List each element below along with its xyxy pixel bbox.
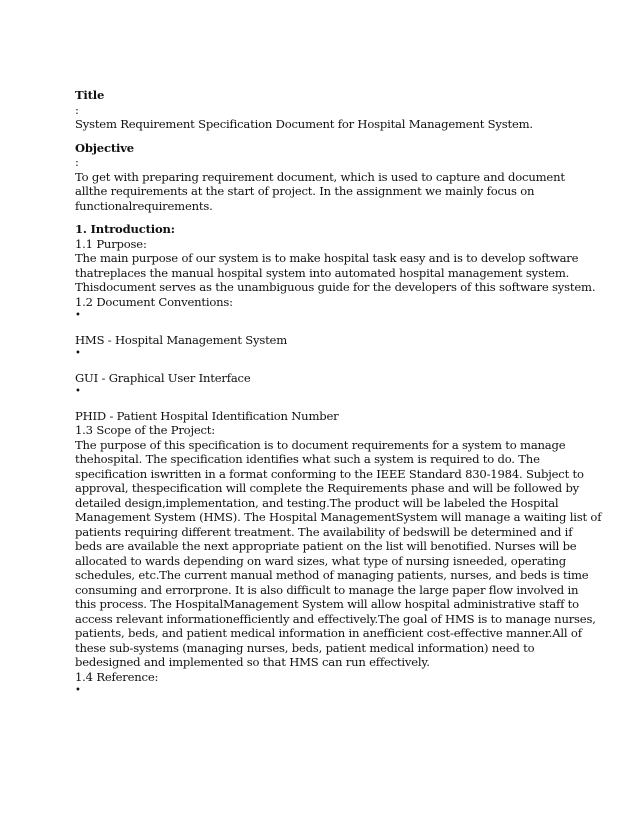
spacer bbox=[75, 400, 575, 409]
spacer bbox=[75, 213, 575, 222]
purpose-line: Thisdocument serves as the unambiguous guide for the developers of this software system. bbox=[75, 280, 596, 294]
scope-line: allocated to wards depending on ward sizes, what type of nursing isneeded, operating bbox=[75, 553, 566, 568]
title-colon: : bbox=[75, 102, 79, 117]
convention-item: GUI - Graphical User Interface bbox=[75, 370, 251, 385]
scope-line: detailed design,implementation, and testing.The product will be labeled the Hospital bbox=[75, 495, 559, 510]
scope-line: patients, beds, and patient medical information in anefficient cost-effective manner.All of bbox=[75, 626, 582, 640]
scope-line: specification iswritten in a format conforming to the IEEE Standard 830-1984. Subject to bbox=[75, 466, 584, 481]
convention-item: HMS - Hospital Management System bbox=[75, 332, 288, 347]
bullet-icon: • bbox=[75, 310, 81, 321]
scope-line: approval, thespecification will complete the Requirements phase and will be followed by bbox=[75, 481, 580, 495]
objective-heading: Objective bbox=[75, 140, 134, 155]
scope-line: this process. The HospitalManagement System will allow hospital administrative staff to bbox=[75, 597, 579, 611]
scope-line: schedules, etc.The current manual method of managing patients, nurses, and beds is time bbox=[75, 568, 589, 582]
scope-line: these sub-systems (managing nurses, beds, patient medical information) need to bbox=[75, 640, 535, 655]
document-page bbox=[75, 88, 602, 699]
conventions-heading: 1.2 Document Conventions: bbox=[75, 294, 233, 309]
objective-line: To get with preparing requirement document, which is used to capture and document bbox=[75, 169, 565, 184]
title-text: System Requirement Specification Document for Hospital Management System. bbox=[75, 117, 533, 131]
reference-heading: 1.4 Reference: bbox=[75, 669, 159, 684]
bullet-icon: • bbox=[75, 348, 81, 359]
purpose-line: thatreplaces the manual hospital system into automated hospital management system. bbox=[75, 265, 570, 280]
scope-line: thehospital. The specification identifies what such a system is required to do. The bbox=[75, 452, 540, 466]
scope-line: The purpose of this specification is to document requirements for a system to manage bbox=[75, 437, 566, 452]
bullet-icon: • bbox=[75, 386, 81, 397]
objective-line: allthe requirements at the start of project. In the assignment we mainly focus on bbox=[75, 184, 535, 198]
convention-item: PHID - Patient Hospital Identification Number bbox=[75, 408, 339, 423]
purpose-line: The main purpose of our system is to make hospital task easy and is to develop software bbox=[75, 251, 579, 265]
scope-line: Management System (HMS). The Hospital ManagementSystem will manage a waiting list of bbox=[75, 510, 602, 524]
scope-heading: 1.3 Scope of the Project: bbox=[75, 423, 215, 437]
title-heading: Title bbox=[75, 88, 105, 102]
scope-line: beds are available the next appropriate patient on the list will benotified. Nurses will be bbox=[75, 539, 577, 553]
scope-line: consuming and errorprone. It is also difficult to manage the large paper flow involved in bbox=[75, 582, 579, 597]
scope-line: patients requiring different treatment. The availability of bedswill be determined and if bbox=[75, 524, 573, 539]
purpose-heading: 1.1 Purpose: bbox=[75, 236, 147, 251]
spacer bbox=[75, 132, 575, 141]
bullet-icon: • bbox=[75, 685, 81, 696]
spacer bbox=[75, 324, 575, 333]
scope-line: bedesigned and implemented so that HMS can run effectively. bbox=[75, 655, 430, 669]
objective-colon: : bbox=[75, 155, 79, 169]
introduction-heading: 1. Introduction: bbox=[75, 222, 175, 236]
scope-line: access relevant informationefficiently and effectively.The goal of HMS is to manage nurses, bbox=[75, 611, 596, 626]
objective-line: functionalrequirements. bbox=[75, 198, 213, 213]
spacer bbox=[75, 362, 575, 371]
